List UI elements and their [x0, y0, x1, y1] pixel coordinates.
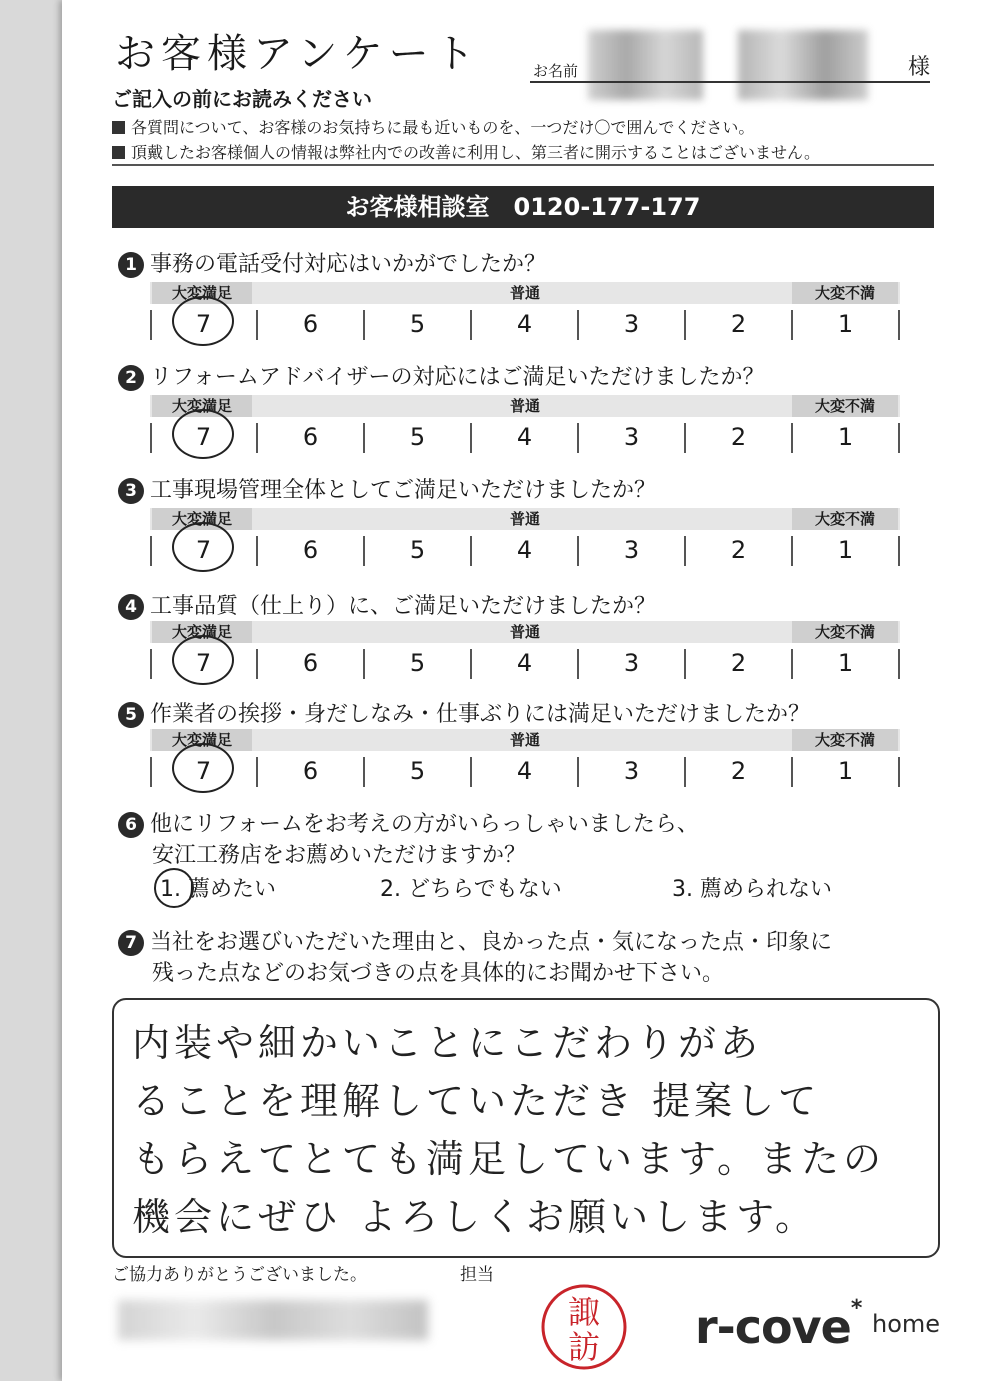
recommend-option-yes[interactable]: 1. 薦めたい [160, 877, 276, 902]
question-6: 6 他にリフォームをお考えの方がいらっしゃいましたら、 [118, 807, 699, 838]
rating-option[interactable]: 7 [195, 536, 212, 564]
rating-option[interactable]: 2 [730, 423, 747, 451]
question-3: 3 工事現場管理全体としてご満足いただけましたか？ [118, 473, 656, 504]
scale-label-very-dissatisfied: 大変不満 [792, 729, 898, 751]
rating-option[interactable]: 3 [623, 649, 640, 677]
rating-scale-1 [150, 282, 900, 340]
scale-label-very-satisfied: 大変満足 [152, 282, 252, 304]
rating-option[interactable]: 4 [516, 423, 533, 451]
rating-scale-3 [150, 508, 900, 566]
honorific: 様 [908, 55, 931, 80]
question-6-line-2: 安江工務店をお薦めいただけますか？ [152, 843, 527, 868]
rating-option[interactable]: 2 [730, 757, 747, 785]
rating-option[interactable]: 2 [730, 536, 747, 564]
rating-option[interactable]: 7 [195, 423, 212, 451]
rating-option[interactable]: 1 [837, 423, 854, 451]
handwritten-comment-line: 内装や細かいことにこだわりがあ [132, 1021, 763, 1065]
svg-text:訪: 訪 [567, 1328, 601, 1366]
question-7: 7 当社をお選びいただいた理由と、良かった点・気になった点・印象に [118, 925, 832, 956]
rating-option[interactable]: 6 [302, 536, 319, 564]
staff-seal-stamp [539, 1282, 629, 1372]
rating-option[interactable]: 6 [302, 310, 319, 338]
rating-scale-2 [150, 395, 900, 453]
scale-label-neutral: 普通 [509, 510, 540, 528]
handwritten-comment-line: 機会にぜひ よろしくお願いします。 [132, 1195, 818, 1239]
question-7-line-2: 残った点などのお気づきの点を具体的にお聞かせ下さい。 [152, 961, 725, 986]
recommend-option-no[interactable]: 3. 薦められない [672, 877, 832, 902]
handwritten-comment-line: もらえてとても満足しています。またの [132, 1137, 885, 1181]
selected-answer-circle [172, 635, 234, 685]
selected-answer-circle [172, 743, 234, 793]
rating-option[interactable]: 6 [302, 649, 319, 677]
scale-label-neutral: 普通 [509, 731, 540, 749]
company-logo-sub: home [872, 1310, 941, 1338]
question-5: 5 作業者の挨拶・身だしなみ・仕事ぶりには満足いただけましたか？ [118, 697, 810, 728]
rating-option[interactable]: 7 [195, 310, 212, 338]
rating-option[interactable]: 7 [195, 757, 212, 785]
rating-option[interactable]: 3 [623, 423, 640, 451]
rating-option[interactable]: 5 [409, 757, 426, 785]
rating-option[interactable]: 5 [409, 310, 426, 338]
rating-option[interactable]: 2 [730, 310, 747, 338]
notice-item: 各質問について、お客様のお気持ちに最も近いものを、一つだけ〇で囲んでください。 [112, 115, 754, 138]
rating-option[interactable]: 4 [516, 649, 533, 677]
rating-option[interactable]: 4 [516, 757, 533, 785]
rating-option[interactable]: 6 [302, 423, 319, 451]
contact-bar: お客様相談室 0120-177-177 [112, 186, 934, 228]
rating-option[interactable]: 1 [837, 757, 854, 785]
scale-label-very-satisfied: 大変満足 [152, 621, 252, 643]
rating-option[interactable]: 4 [516, 536, 533, 564]
rating-option[interactable]: 7 [195, 649, 212, 677]
rating-option[interactable]: 4 [516, 310, 533, 338]
notice-title: ご記入の前にお読みください [112, 87, 372, 111]
form-title: お客様アンケート [115, 31, 481, 77]
rating-scale-4 [150, 621, 900, 679]
redacted-info [118, 1300, 428, 1340]
rating-option[interactable]: 6 [302, 757, 319, 785]
company-logo: r-cove* [695, 1296, 862, 1354]
scale-label-very-satisfied: 大変満足 [152, 508, 252, 530]
question-1: 1 事務の電話受付対応はいかがでしたか？ [118, 247, 546, 278]
staff-label: 担当 [460, 1265, 494, 1285]
svg-text:諏: 諏 [567, 1293, 601, 1331]
selected-answer-circle [154, 868, 194, 908]
question-4: 4 工事品質（仕上り）に、ご満足いただけましたか？ [118, 589, 656, 620]
divider [112, 164, 934, 166]
rating-option[interactable]: 1 [837, 536, 854, 564]
rating-option[interactable]: 1 [837, 649, 854, 677]
notice-item: 頂戴したお客様個人の情報は弊社内での改善に利用し、第三者に開示することはございません。 [112, 140, 820, 163]
scale-label-neutral: 普通 [509, 284, 540, 302]
rating-scale-5 [150, 729, 900, 787]
scale-label-very-dissatisfied: 大変不満 [792, 621, 898, 643]
selected-answer-circle [172, 296, 234, 346]
scale-label-neutral: 普通 [509, 397, 540, 415]
rating-option[interactable]: 5 [409, 649, 426, 677]
handwritten-comment-line: ることを理解していただき 提案して [132, 1079, 821, 1123]
scale-label-very-satisfied: 大変満足 [152, 395, 252, 417]
scale-label-neutral: 普通 [509, 623, 540, 641]
square-bullet-icon [112, 121, 125, 134]
scale-label-very-dissatisfied: 大変不満 [792, 395, 898, 417]
rating-option[interactable]: 5 [409, 423, 426, 451]
redacted-name-part-1 [588, 30, 703, 100]
name-underline [530, 81, 930, 83]
rating-option[interactable]: 3 [623, 757, 640, 785]
rating-option[interactable]: 5 [409, 536, 426, 564]
recommend-option-neutral[interactable]: 2. どちらでもない [380, 877, 562, 902]
rating-option[interactable]: 3 [623, 310, 640, 338]
rating-option[interactable]: 1 [837, 310, 854, 338]
name-label: お名前 [533, 62, 579, 80]
scale-label-very-satisfied: 大変満足 [152, 729, 252, 751]
rating-option[interactable]: 3 [623, 536, 640, 564]
selected-answer-circle [172, 522, 234, 572]
scale-label-very-dissatisfied: 大変不満 [792, 508, 898, 530]
rating-option[interactable]: 2 [730, 649, 747, 677]
redacted-name-part-2 [738, 30, 868, 100]
square-bullet-icon [112, 146, 125, 159]
scale-label-very-dissatisfied: 大変不満 [792, 282, 898, 304]
thanks-text: ご協力ありがとうございました。 [112, 1265, 367, 1285]
question-2: 2 リフォームアドバイザーの対応にはご満足いただけましたか？ [118, 360, 764, 391]
selected-answer-circle [172, 409, 234, 459]
